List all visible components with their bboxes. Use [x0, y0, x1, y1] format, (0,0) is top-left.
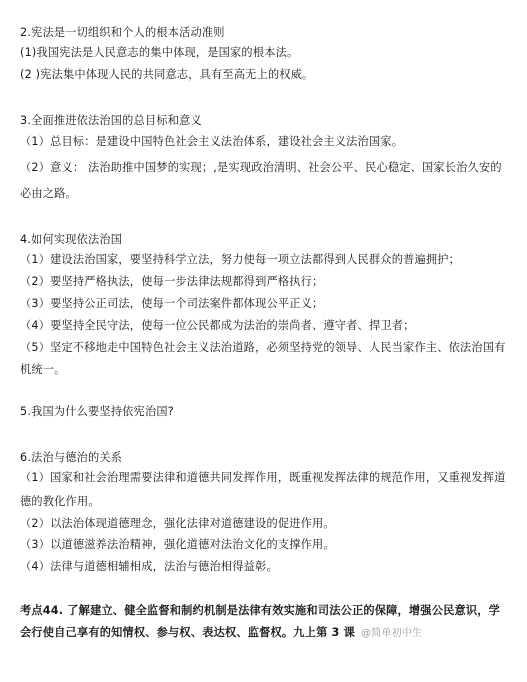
section-3-item-2-cont: 必由之路。	[20, 187, 77, 200]
section-6-item-4: （4）法律与道德相辅相成，法治与德治相得益彰。	[20, 560, 278, 573]
section-4-item-3: （3）要坚持公正司法，使每一个司法案件都体现公平正义；	[20, 297, 324, 310]
section-2-item-1: (1)我国宪法是人民意志的集中体现，是国家的根本法。	[20, 46, 299, 59]
section-4-item-5-cont: 机统一。	[20, 363, 66, 376]
section-3-heading: 3.全面推进依法治国的总目标和意义	[20, 114, 202, 127]
section-6-item-3: （3）以道德滋养法治精神，强化道德对法治文化的支撑作用。	[20, 538, 335, 551]
section-3-item-1: （1）总目标：是建设中国特色社会主义法治体系，建设社会主义法治国家。	[20, 135, 404, 148]
section-3-item-2: （2）意义： 法治助推中国梦的实现；,是实现政治清明、社会公平、民心稳定、国家长治久安的	[20, 161, 502, 174]
kaodian-line-2-text: 会行使自己享有的知情权、参与权、表达权、监督权。九上第 3 课	[20, 626, 356, 639]
section-4-item-4: （4）要坚持全民守法，使每一位公民都成为法治的崇尚者、遵守者、捍卫者；	[20, 319, 415, 332]
section-6-item-2: （2）以法治体现道德理念，强化法律对道德建设的促进作用。	[20, 517, 335, 530]
section-4-item-2: （2）要坚持严格执法，使每一步法律法规都得到严格执行；	[20, 275, 324, 288]
section-6-item-1-cont: 德的教化作用。	[20, 495, 100, 508]
section-6-item-1: （1）国家和社会治理需要法律和道德共同发挥作用，既重视发挥法律的规范作用，又重视发挥道	[20, 471, 506, 484]
section-6-heading: 6.法治与德治的关系	[20, 451, 123, 464]
section-4-heading: 4.如何实现依法治国	[20, 233, 123, 246]
kaodian-line-1: 考点44. 了解建立、健全监督和制约机制是法律有效实施和司法公正的保障，增强公民意识，学	[20, 604, 501, 617]
kaodian-line-2	[20, 625, 510, 642]
section-4-item-1: （1）建设法治国家，要坚持科学立法，努力使每一项立法都得到人民群众的普遍拥护；	[20, 253, 461, 266]
section-4-item-5: （5）坚定不移地走中国特色社会主义法治道路，必须坚持党的领导、人民当家作主、依法治国有	[20, 341, 506, 354]
section-5-heading: 5.我国为什么要坚持依宪治国?	[20, 405, 174, 418]
section-2-heading: 2.宪法是一切组织和个人的根本活动准则	[20, 26, 225, 39]
watermark-text: @简单初中生	[361, 628, 423, 639]
section-2-item-2: (2 )宪法集中体现人民的共同意志，具有至高无上的权威。	[20, 68, 314, 81]
